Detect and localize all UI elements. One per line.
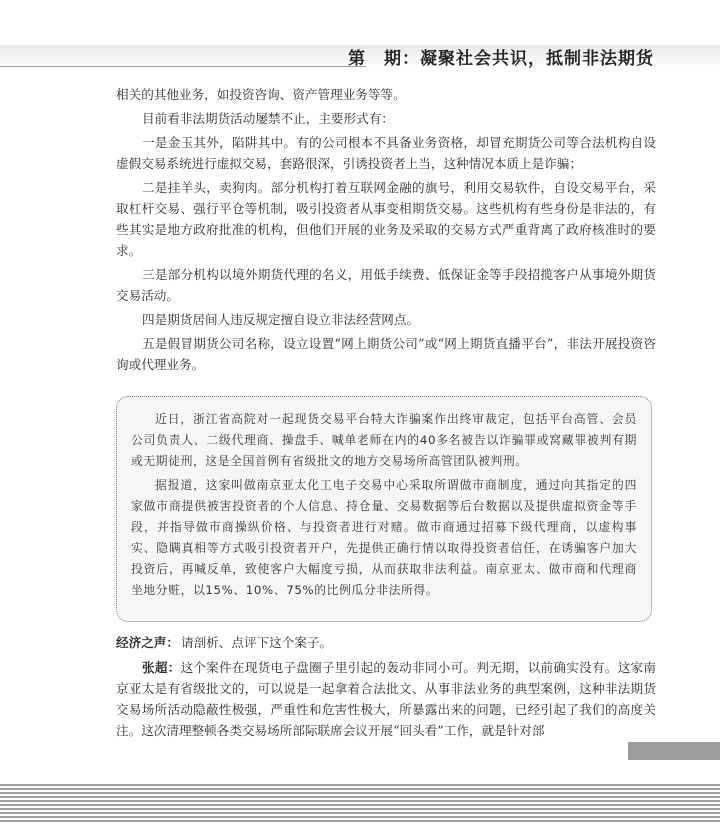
paragraph: 五是假冒期货公司名称，设立设置“网上期货公司”或“网上期货直播平台”，非法开展投资咨询或代理业务。 — [116, 336, 656, 372]
footer-stripes — [0, 782, 720, 824]
commentary — [116, 632, 656, 745]
header-rule — [0, 66, 366, 67]
guest-label: 张超： — [142, 660, 181, 675]
paragraph: 二是挂羊头，卖狗肉。部分机构打着互联网金融的旗号，利用交易软件，自设交易平台，采取杠杆交易、强行平仓等机制，吸引投资者从事变相期货交易。这些机构有些身份是非法的，有些其实是地方政府批准的机构，但他们开展的业务及采取的交易方式严重背离了政府核准时的要求。 — [116, 180, 656, 258]
guest-answer-text: 这个案件在现货电子盘圈子里引起的轰动非同小可。判无期，以前确实没有。这家南京亚太是有省级批文的，可以说是一起拿着合法批文、从事非法业务的典型案例，这种非法期货交易场所活动隐蔽性极强，严重性和危害性极大，所暴露出来的问题，已经引起了我们的高度关注。这次清理整顿各类交易场所部际联席会议开展“回头看”工作，就是针对部 — [116, 660, 657, 738]
paragraph: 一是金玉其外，陷阱其中。有的公司根本不具备业务资格，却冒充期货公司等合法机构自设虚假交易系统进行虚拟交易，套路很深，引诱投资者上当，这种情况本质上是诈骗； — [116, 135, 656, 171]
paragraph: 相关的其他业务，如投资咨询、资产管理业务等等。 — [116, 87, 406, 102]
page-header-title: 第 期：凝聚社会共识，抵制非法期货 — [348, 49, 654, 69]
host-question-text: 请剖析、点评下这个案子。 — [180, 635, 333, 650]
case-paragraph: 近日，浙江省高院对一起现货交易平台特大诈骗案作出终审裁定，包括平台高管、会员公司负责人、二级代理商、操盘手、喊单老师在内的40多名被告以诈骗罪或窝藏罪被判有期或无期徒刑，这是全国首例有省级批文的地方交易场所高管团队被判刑。 — [131, 412, 637, 468]
host-label: 经济之声： — [116, 635, 179, 650]
body-text — [116, 84, 656, 378]
paragraph: 四是期货居间人违反规定擅自设立非法经营网点。 — [142, 312, 420, 327]
host-question — [116, 632, 656, 653]
guest-answer — [116, 657, 656, 741]
paragraph: 三是部分机构以境外期货代理的名义，用低手续费、低保证金等手段招揽客户从事境外期货交易活动。 — [116, 267, 656, 303]
paragraph: 目前看非法期货活动屡禁不止，主要形式有： — [142, 111, 394, 126]
case-box — [116, 396, 652, 622]
case-paragraph: 据报道，这家叫做南京亚太化工电子交易中心采取所谓做市商制度，通过向其指定的四家做市商提供被害投资者的个人信息、持仓量、交易数据等后台数据以及提供虚拟资金等手段，并指导做市商操纵价格、与投资者进行对赌。做市商通过招募下级代理商，以虚构事实、隐瞒真相等方式吸引投资者开户，先提供正确行情以取得投资者信任，在诱骗客户加大投资后，再喊反单，致使客户大幅度亏损，从而获取非法利益。南京亚太、做市商和代理商坐地分赃，以15%、10%、75%的比例瓜分非法所得。 — [131, 478, 637, 597]
page-tab-marker — [628, 742, 720, 760]
